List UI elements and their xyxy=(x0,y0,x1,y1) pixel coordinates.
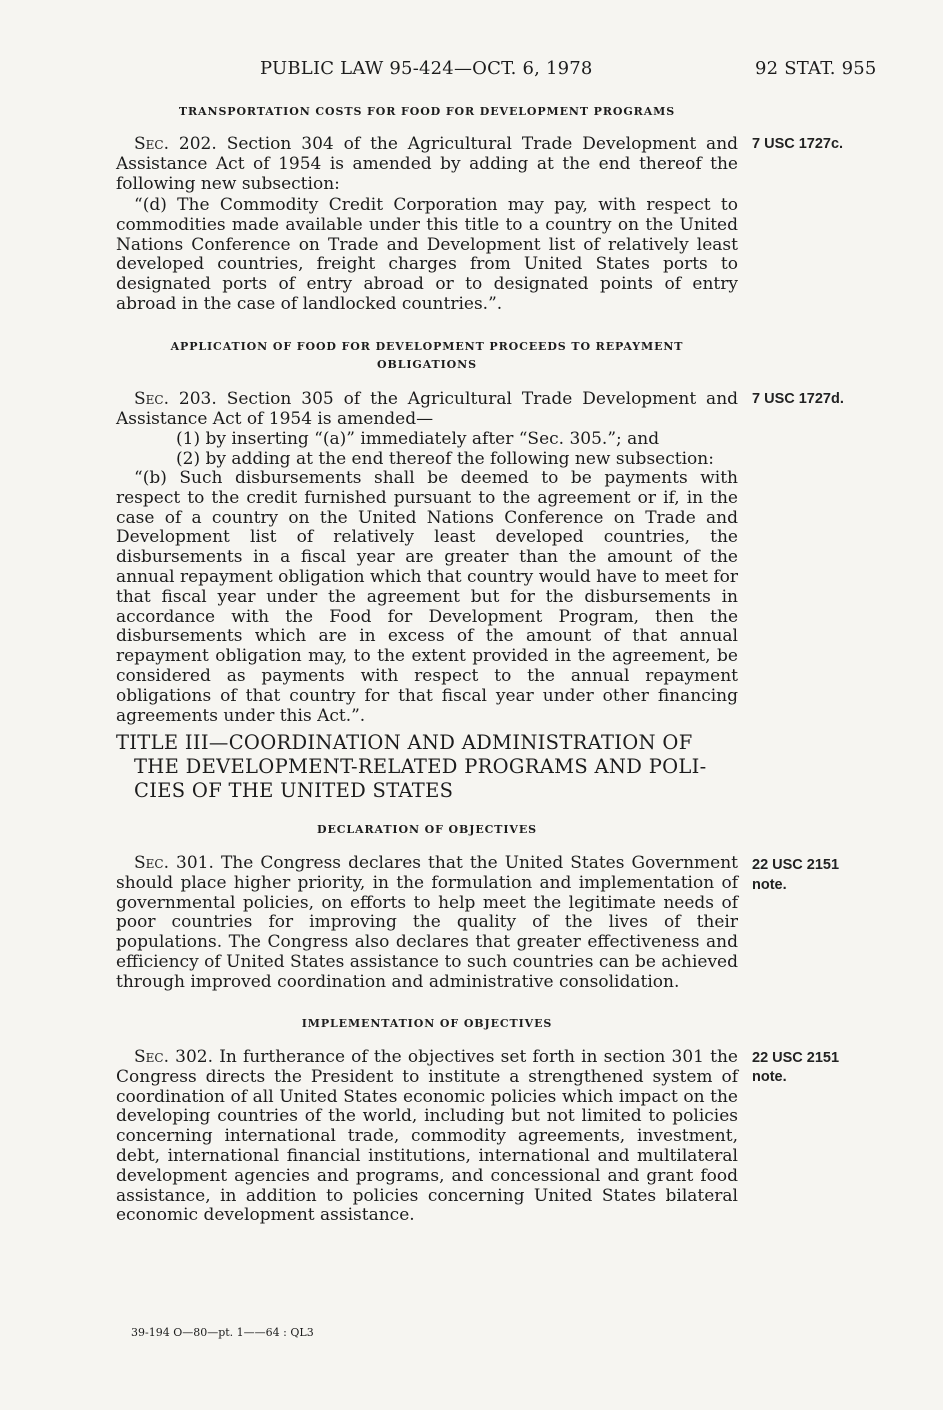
running-header-law: PUBLIC LAW 95-424—OCT. 6, 1978 xyxy=(260,58,593,79)
sec-203-item-1: (1) by inserting “(a)” immediately after “Sec. 305.”; and xyxy=(176,429,660,449)
sec-301-text: The Congress declares that the United States Government should place higher priority, in the formulation and implementation of governmental policies, on efforts to help meet the legitimate needs of poor countries for improving the quality of the lives of their populations. The Congress also declares that greater effectiveness and efficiency of United States assistance to such countries can be achieved through improved coordination and administrative consolidation. xyxy=(116,853,739,992)
margin-citation-301-note: note. xyxy=(752,877,787,893)
sec-202-quoted-subsection: “(d) The Commodity Credit Corporation may pay, with respect to commodities made available under this title to a country on the United Nations Conference on Trade and Development list of relatively least developed countries, freight charges from United States ports to designated ports of entry abroad or to designated points of entry abroad in the case of landlocked countries.”. xyxy=(116,195,738,314)
title-iii-heading xyxy=(116,731,738,803)
heading-declaration-of-objectives: DECLARATION OF OBJECTIVES xyxy=(317,823,537,836)
margin-citation-302-note: note. xyxy=(752,1069,787,1085)
heading-application-line1: APPLICATION OF FOOD FOR DEVELOPMENT PROCEEDS TO REPAYMENT xyxy=(170,340,684,353)
heading-implementation-of-objectives: IMPLEMENTATION OF OBJECTIVES xyxy=(301,1017,553,1030)
margin-citation-301: 22 USC 2151 xyxy=(752,857,840,873)
sec-203-text: Section 305 of the Agricultural Trade Development and Assistance Act of 1954 is amended— xyxy=(116,389,739,429)
sec-203-paragraph xyxy=(116,390,738,430)
sec-202-label: Sec. 202. xyxy=(134,134,217,154)
margin-citation-203: 7 USC 1727d. xyxy=(752,391,844,407)
sec-301-label: Sec. 301. xyxy=(134,853,214,873)
sec-302-paragraph xyxy=(116,1048,738,1226)
sec-203-quoted-subsection: “(b) Such disbursements shall be deemed to be payments with respect to the credit furnished pursuant to the agreement or if, in the case of a country on the United Nations Conference on Trade and Development list of relatively least developed countries, the disbursements in a fiscal year are greater than the amount of the annual repayment obligation which that country would have to meet for that fiscal year under the agreement but for the disbursements in accordance with the Food for Development Program, then the disbursements which are in excess of the amount of that annual repayment obligation may, to the extent provided in the agreement, be considered as payments with respect to the annual repayment obligations of that country for that fiscal year under other financing agreements under this Act.”. xyxy=(116,468,738,726)
sec-203-label: Sec. 203. xyxy=(134,389,217,409)
title-iii-line3: CIES OF THE UNITED STATES xyxy=(134,779,454,802)
heading-application-line2: OBLIGATIONS xyxy=(377,358,477,371)
sec-203-item-2: (2) by adding at the end thereof the following new subsection: xyxy=(176,449,714,469)
sec-302-label: Sec. 302. xyxy=(134,1047,214,1067)
title-iii-line2: THE DEVELOPMENT-RELATED PROGRAMS AND POLI- xyxy=(134,755,707,778)
margin-citation-302: 22 USC 2151 xyxy=(752,1050,840,1066)
running-header-stat: 92 STAT. 955 xyxy=(755,58,877,79)
sec-202-text: Section 304 of the Agricultural Trade Development and Assistance Act of 1954 is amended by adding at the end thereof the following new subsection: xyxy=(116,134,739,194)
sec-301-paragraph xyxy=(116,854,738,993)
print-job-footer: 39-194 O—80—pt. 1——64 : QL3 xyxy=(131,1326,314,1339)
sec-202-paragraph xyxy=(116,135,738,194)
sec-302-text: In furtherance of the objectives set forth in section 301 the Congress directs the President to institute a strengthened system of coordination of all United States economic policies which impact on the developing countries of the world, including but not limited to policies concerning international trade, commodity agreements, investment, debt, international financial institutions, international and multilateral development agencies and programs, and concessional and grant food assistance, in addition to policies concerning United States bilateral economic development assistance. xyxy=(116,1047,738,1226)
heading-transportation-costs: TRANSPORTATION COSTS FOR FOOD FOR DEVELOPMENT PROGRAMS xyxy=(178,105,676,118)
margin-citation-202: 7 USC 1727c. xyxy=(752,136,844,152)
title-iii-line1: TITLE III—COORDINATION AND ADMINISTRATION OF xyxy=(116,731,693,754)
